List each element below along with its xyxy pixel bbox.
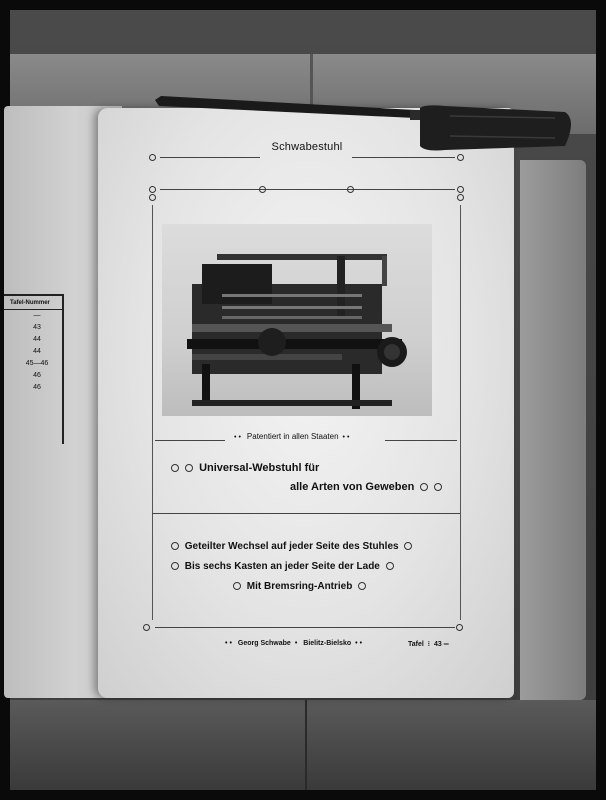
ornament-circle [457, 154, 464, 161]
ornament-circle [233, 582, 241, 590]
wooden-board-bottom [10, 700, 596, 790]
loom-machine-icon [162, 224, 432, 416]
tafel-entry: 46 [33, 384, 41, 391]
left-border-line [152, 205, 153, 620]
tafel-entry: — [33, 312, 41, 319]
patent-rule-right [385, 440, 457, 441]
footer-plate-label: Tafel [408, 641, 424, 648]
ornament-circle [420, 483, 428, 491]
ornament-circle [347, 186, 354, 193]
tafel-entry: 46 [33, 372, 41, 379]
ornament-dots: •• [355, 640, 365, 647]
screwdriver-icon [155, 96, 575, 156]
loom-photograph [162, 224, 432, 416]
tafel-entry: 44 [33, 336, 41, 343]
feature-text-1: Geteilter Wechsel auf jeder Seite des Stuhles [184, 541, 399, 552]
ornament-circle [386, 562, 394, 570]
product-text-2: alle Arten von Geweben [290, 481, 415, 493]
ornament-circle [259, 186, 266, 193]
ornament-circle [171, 562, 179, 570]
product-line-1 [168, 462, 319, 474]
patent-line [230, 432, 355, 441]
feature-text-3: Mit Bremsring-Antrieb [246, 581, 353, 592]
tafel-entry: 43 [33, 324, 41, 331]
ornament-circle [171, 464, 179, 472]
ornament-circle [358, 582, 366, 590]
ornament-dots: • [294, 640, 300, 647]
feature-line-3 [230, 581, 369, 592]
right-border-line [460, 205, 461, 620]
ornament-circle [171, 542, 179, 550]
ornament-circle [143, 624, 150, 631]
ornament-dots: •• [225, 640, 234, 647]
tafel-entry: 45—46 [25, 360, 49, 367]
patent-rule-left [155, 440, 225, 441]
ornament-circle [149, 154, 156, 161]
ornament-dots: •• [342, 434, 352, 441]
footer-plate: Tafel ⁝ 43 ═ [408, 641, 449, 648]
ornament-circle [185, 464, 193, 472]
feature-line-1 [168, 541, 415, 552]
footer-imprint [221, 640, 368, 647]
book-page-stack [520, 160, 586, 700]
tafel-header: Tafel-Nummer [4, 294, 62, 310]
middle-divider [152, 513, 460, 514]
tafel-entry: 44 [33, 348, 41, 355]
tafel-list [4, 310, 62, 394]
feature-line-2 [168, 561, 397, 572]
patent-text: Patentiert in allen Staaten [246, 432, 339, 441]
top-rule-right [352, 157, 455, 158]
product-line-2 [290, 481, 445, 493]
page-title: Schwabestuhl [271, 141, 343, 153]
ornament-circle [434, 483, 442, 491]
second-rule [160, 189, 455, 190]
ornament-circle [456, 624, 463, 631]
ornament-circle [149, 186, 156, 193]
product-text-1: Universal-Webstuhl für [199, 462, 320, 474]
ornament-circle [457, 186, 464, 193]
ornament-circle [457, 194, 464, 201]
bottom-rule [155, 627, 455, 628]
ornament-dots: •• [234, 434, 243, 441]
feature-text-2: Bis sechs Kasten an jeder Seite der Lade [184, 561, 380, 572]
top-rule-left [160, 157, 260, 158]
footer-plate-number: 43 [433, 641, 442, 648]
footer-place: Bielitz-Bielsko [303, 640, 352, 647]
footer-company: Georg Schwabe [237, 640, 291, 647]
ornament-circle [149, 194, 156, 201]
tafel-number-column [4, 294, 64, 444]
ornament-circle [404, 542, 412, 550]
